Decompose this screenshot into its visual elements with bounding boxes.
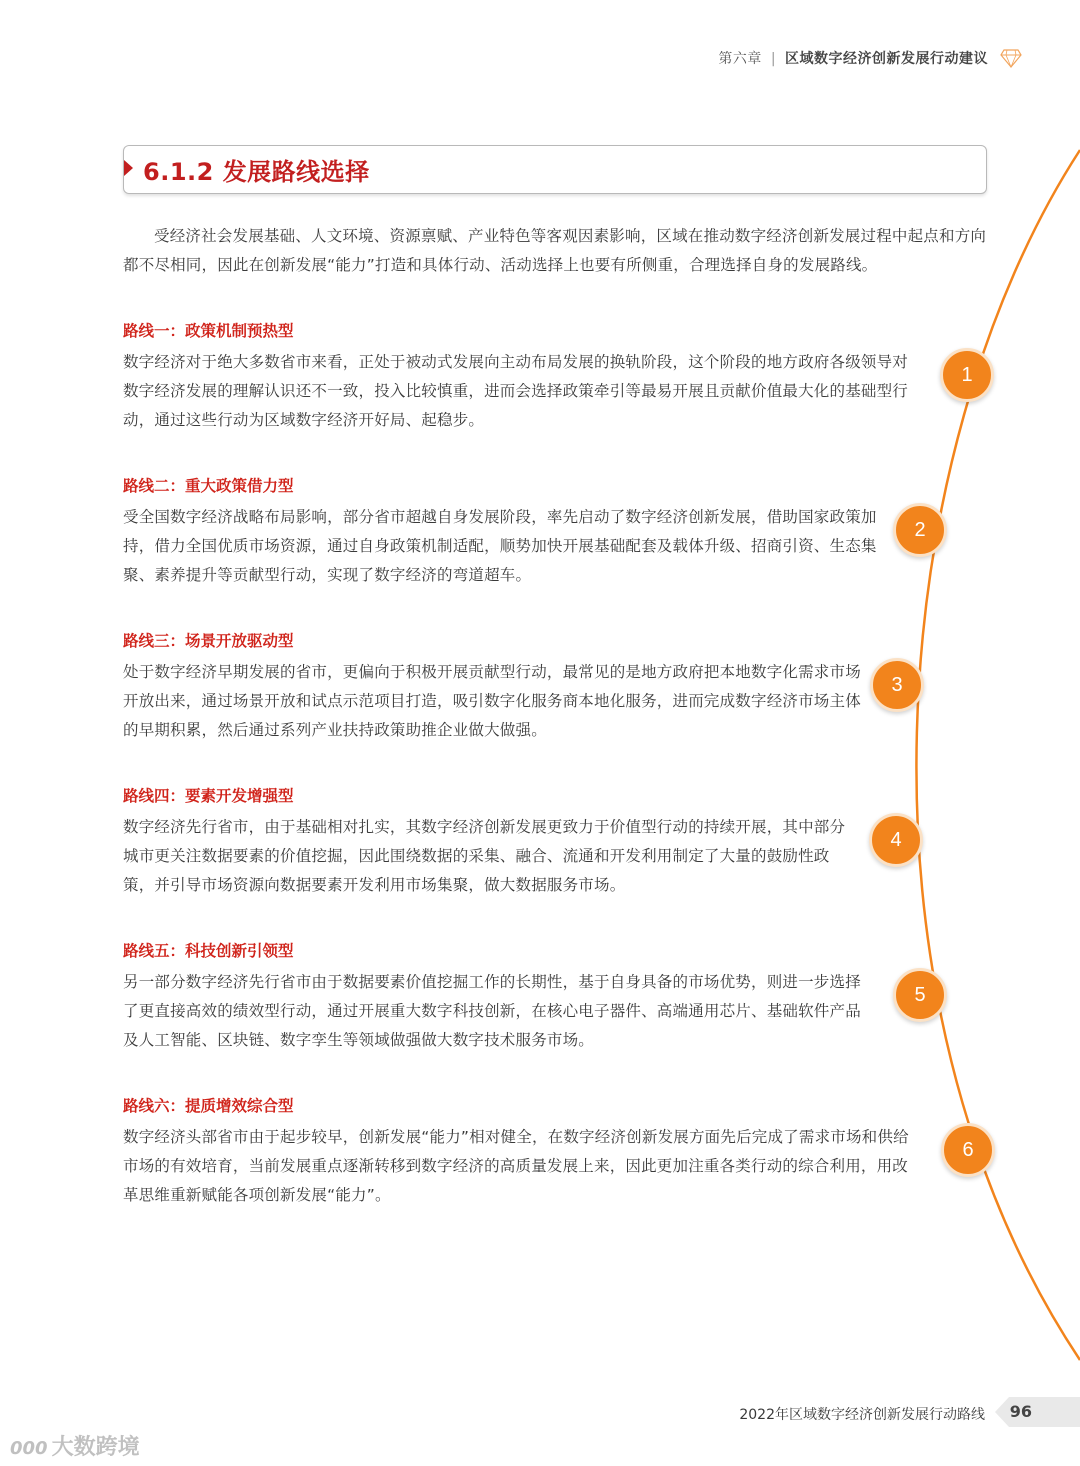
route-number-badge: 2 (893, 503, 947, 557)
route-2 (123, 473, 885, 590)
route-number-badge: 3 (870, 658, 924, 712)
route-3 (123, 628, 861, 745)
route-title: 路线五：科技创新引领型 (123, 942, 294, 960)
chapter-label: 第六章 (718, 51, 762, 67)
route-body: 受全国数字经济战略布局影响，部分省市超越自身发展阶段，率先启动了数字经济创新发展，借助国家政策加持，借力全国优质市场资源，通过自身政策机制适配，顺势加快开展基础配套及载体升级、招商引资、生态集聚、素养提升等贡献型行动，实现了数字经济的弯道超车。 (123, 508, 877, 584)
route-body: 数字经济头部省市由于起步较早，创新发展“能力”相对健全，在数字经济创新发展方面先后完成了需求市场和供给市场的有效培育，当前发展重点逐渐转移到数字经济的高质量发展上来，因此更加注重各类行动的综合利用，用改革思维重新赋能各项创新发展“能力”。 (123, 1128, 909, 1204)
section-title: 6.1.2 发展路线选择 (143, 158, 370, 186)
route-title: 路线六：提质增效综合型 (123, 1097, 294, 1115)
route-title: 路线一：政策机制预热型 (123, 322, 294, 340)
route-title: 路线三：场景开放驱动型 (123, 632, 294, 650)
route-1 (123, 318, 923, 435)
route-6 (123, 1093, 920, 1210)
page-number: 96 (1009, 1402, 1032, 1421)
watermark (10, 1430, 140, 1461)
page-number-tab (995, 1397, 1080, 1427)
route-body: 处于数字经济早期发展的省市，更偏向于积极开展贡献型行动，最常见的是地方政府把本地数字化需求市场开放出来，通过场景开放和试点示范项目打造，吸引数字化服务商本地化服务，进而完成数字经济市场主体的早期积累，然后通过系列产业扶持政策助推企业做大做强。 (123, 663, 861, 739)
route-5 (123, 938, 875, 1055)
route-number-badge: 5 (893, 968, 947, 1022)
header-separator: | (770, 51, 777, 67)
route-title: 路线四：要素开发增强型 (123, 787, 294, 805)
intro-paragraph: 受经济社会发展基础、人文环境、资源禀赋、产业特色等客观因素影响，区域在推动数字经济创新发展过程中起点和方向都不尽相同，因此在创新发展“能力”打造和具体行动、活动选择上也要有所侧重，合理选择自身的发展路线。 (123, 227, 987, 274)
route-number-badge: 4 (869, 813, 923, 867)
title-marker-icon (124, 160, 133, 176)
route-4 (123, 783, 856, 900)
watermark-logo-icon: 000 (10, 1438, 48, 1459)
route-title: 路线二：重大政策借力型 (123, 477, 294, 495)
footer-report-title: 2022年区域数字经济创新发展行动路线 (739, 1407, 985, 1423)
route-body: 另一部分数字经济先行省市由于数据要素价值挖掘工作的长期性，基于自身具备的市场优势，则进一步选择了更直接高效的绩效型行动，通过开展重大数字科技创新，在核心电子器件、高端通用芯片、基础软件产品及人工智能、区块链、数字孪生等领域做强做大数字技术服务市场。 (123, 973, 861, 1049)
route-number-badge: 1 (940, 348, 994, 402)
watermark-text: 大数跨境 (51, 1435, 140, 1460)
route-body: 数字经济先行省市，由于基础相对扎实，其数字经济创新发展更致力于价值型行动的持续开展，其中部分城市更关注数据要素的价值挖掘，因此围绕数据的采集、融合、流通和开发利用制定了大量的鼓励性政策，并引导市场资源向数据要素开发利用市场集聚，做大数据服务市场。 (123, 818, 846, 894)
chapter-title: 区域数字经济创新发展行动建议 (785, 51, 988, 67)
route-body: 数字经济对于绝大多数省市来看，正处于被动式发展向主动布局发展的换轨阶段，这个阶段的地方政府各级领导对数字经济发展的理解认识还不一致，投入比较慎重，进而会选择政策牵引等最易开展且贡献价值最大化的基础型行动，通过这些行动为区域数字经济开好局、起稳步。 (123, 353, 909, 429)
route-number-badge: 6 (941, 1123, 995, 1177)
